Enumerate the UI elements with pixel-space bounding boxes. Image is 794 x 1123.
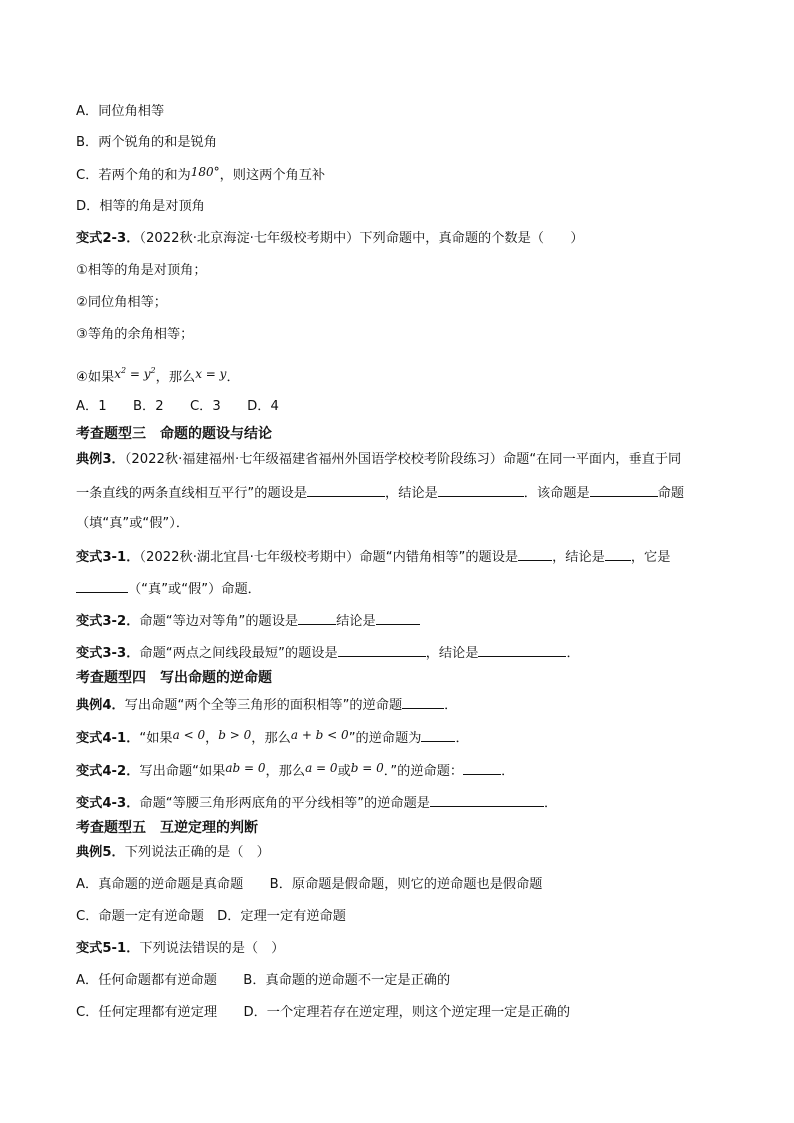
answer-blank xyxy=(338,642,426,657)
answer-blank xyxy=(376,610,420,625)
variant-3-2: 变式3-2．命题“等边对等角”的题设是 结论是 xyxy=(76,610,420,632)
math-a-eq-0: a = 0 xyxy=(305,761,338,775)
variant-5-1-options-1: A．任何命题都有逆命题 B．真命题的逆命题不一定是正确的 xyxy=(76,973,451,988)
answer-blank xyxy=(421,727,455,742)
variant-4-1: 变式4-1．“如果a < 0，b > 0，那么a + b < 0”的逆命题为 ． xyxy=(76,728,469,746)
answer-blank xyxy=(298,610,336,625)
prev-option-c: C．若两个角的和为180°，则这两个角互补 xyxy=(76,165,326,183)
prev-option-a: A．同位角相等 xyxy=(76,104,165,119)
answer-blank xyxy=(590,482,658,497)
variant-5-1-stem: 变式5-1．下列说法错误的是（ ） xyxy=(76,941,285,956)
prev-option-d: D．相等的角是对顶角 xyxy=(76,199,205,214)
example-3-line-2: 一条直线的两条直线相互平行”的题设是 ，结论是 ．该命题是 命题 xyxy=(76,482,684,504)
answer-blank xyxy=(76,578,128,593)
example-5-options-2: C．命题一定有逆命题 D．定理一定有逆命题 xyxy=(76,909,346,924)
answer-blank xyxy=(430,792,544,807)
answer-blank xyxy=(463,760,501,775)
math-b-gt-0: b > 0 xyxy=(218,728,252,742)
section-4-title: 考查题型四 写出命题的逆命题 xyxy=(76,670,272,686)
section-3-title: 考查题型三 命题的题设与结论 xyxy=(76,426,272,442)
answer-blank xyxy=(402,694,444,709)
prev-option-b: B．两个锐角的和是锐角 xyxy=(76,135,217,150)
answer-blank xyxy=(307,482,385,497)
example-3-line-3: （填“真”或“假”）． xyxy=(76,516,190,531)
variant-2-3-item-3: ③等角的余角相等； xyxy=(76,327,194,342)
variant-2-3-options: A．1 B．2 C．3 D．4 xyxy=(76,399,279,414)
variant-4-3: 变式4-3．命题“等腰三角形两底角的平分线相等”的逆命题是 ． xyxy=(76,792,557,814)
variant-4-2: 变式4-2．写出命题“如果ab = 0，那么a = 0或b = 0．”的逆命题： ． xyxy=(76,761,515,779)
section-5-title: 考查题型五 互逆定理的判断 xyxy=(76,820,258,836)
variant-2-3-stem: 变式2-3．（2022秋·北京海淀·七年级校考期中）下列命题中，真命题的个数是（ ） xyxy=(76,231,584,246)
math-x2-eq-y2: $x^2 = y^2$ xyxy=(114,366,156,381)
answer-blank xyxy=(518,546,552,561)
math-180: 180° xyxy=(190,165,220,179)
variant-5-1-options-2: C．任何定理都有逆定理 D．一个定理若存在逆定理，则这个逆定理一定是正确的 xyxy=(76,1005,571,1020)
example-3-line-1: 典例3．（2022秋·福建福州·七年级福建省福州外国语学校校考阶段练习）命题“在同一平面内，垂直于同 xyxy=(76,452,682,467)
math-a-lt-0: a < 0 xyxy=(172,728,206,742)
variant-2-3-item-2: ②同位角相等； xyxy=(76,295,167,310)
math-b-eq-0: b = 0 xyxy=(350,761,384,775)
variant-3-1-line-1: 变式3-1．（2022秋·湖北宜昌·七年级校考期中）命题“内错角相等”的题设是 ，结论是 ，它是 xyxy=(76,546,670,568)
answer-blank xyxy=(605,546,631,561)
example-5-stem: 典例5．下列说法正确的是（ ） xyxy=(76,845,270,860)
variant-2-3-item-1: ①相等的角是对顶角； xyxy=(76,263,207,278)
example-5-options-1: A．真命题的逆命题是真命题 B．原命题是假命题，则它的逆命题也是假命题 xyxy=(76,877,543,892)
math-x-eq-y: x = y xyxy=(195,367,227,381)
example-4: 典例4．写出命题“两个全等三角形的面积相等”的逆命题 ． xyxy=(76,694,457,716)
math-a-plus-b-lt-0: a + b < 0 xyxy=(290,728,349,742)
math-ab-eq-0: ab = 0 xyxy=(225,761,266,775)
answer-blank xyxy=(478,642,566,657)
variant-3-3: 变式3-3．命题“两点之间线段最短”的题设是 ，结论是 ． xyxy=(76,642,580,664)
variant-3-1-line-2: （“真”或“假”）命题． xyxy=(76,578,261,600)
answer-blank xyxy=(438,482,524,497)
variant-2-3-item-4: ④如果$x^2 = y^2$，那么x = y． xyxy=(76,366,240,385)
